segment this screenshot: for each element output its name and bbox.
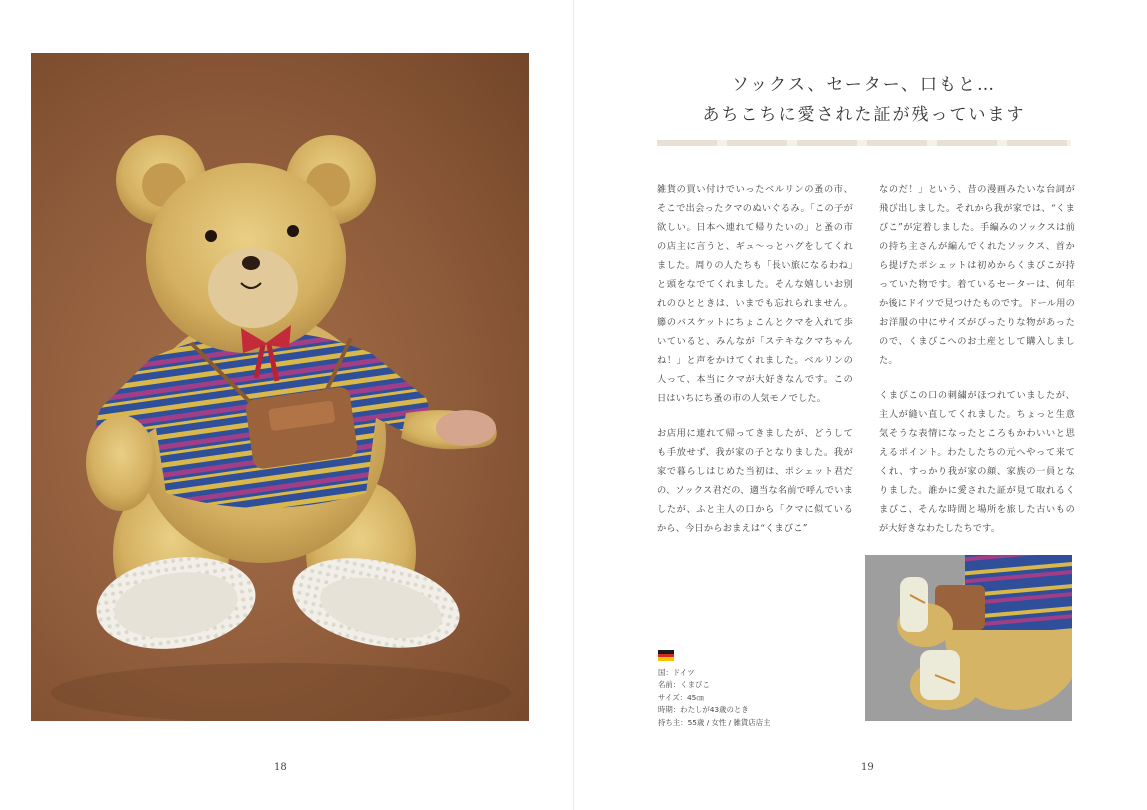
headline-line-2: あちこちに愛された証が残っています — [702, 105, 1026, 125]
page-gutter — [573, 0, 574, 810]
teddy-bear-photo — [31, 53, 529, 721]
teddy-bear-illustration — [31, 53, 529, 721]
profile-period: 時期：わたしが43歳のとき — [658, 705, 749, 715]
profile-country: 国：ドイツ — [658, 668, 695, 677]
body-paragraph: くまびこの口の刺繍がほつれていましたが、主人が縫い直してくれました。ちょっと生意気そうな表情になったところもかわいいと思えるポイント。わたしたちの元へやって来てくれ、すっかり我が家の顔、家族の一員となりました。誰かに愛された証が見て取れるくまびこ、そんな時間と場所を旅した古いものが大好きなわたしたちです。 — [879, 390, 1075, 534]
profile-owner: 持ち主：55歳 / 女性 / 雑貨店店主 — [658, 717, 771, 727]
page-number-right: 19 — [861, 762, 874, 773]
profile-size: サイズ：45㎝ — [658, 692, 704, 702]
article-headline — [657, 70, 1071, 130]
body-paragraph: お店用に連れて帰ってきましたが、どうしても手放せず、我が家の子となりました。我が家で暮らしはじめた当初は、ポシェット君だの、ソックス君だの、適当な名前で呼んでいましたが、ふと主人の口から「クマに似ているから、今日からおまえは“くまびこ” — [657, 428, 853, 534]
body-column-1 — [657, 180, 853, 554]
germany-flag-icon — [658, 650, 674, 661]
bear-shoes-photo — [865, 555, 1072, 721]
page-number-left: 18 — [274, 762, 287, 773]
headline-divider — [657, 140, 1071, 146]
body-paragraph: 雑貨の買い付けでいったベルリンの蚤の市、そこで出会ったクマのぬいぐるみ。「この子が欲しい。日本へ連れて帰りたいの」と蚤の市の店主に言うと、ギュ〜っとハグをしてくれました。周りの人たちも「長い旅になるわね」と頭をなでてくれました。そんな嬉しいお別れのひとときは、いまでも忘れられません。籐のバスケットにちょこんとクマを入れて歩いていると、みんなが「ステキなクマちゃんね！」と声をかけてくれました。ベルリンの人って、本当にクマが大好きなんです。この日はいちにち蚤の市の人気モノでした。 — [657, 184, 853, 404]
body-column-2 — [879, 180, 1075, 554]
profile-name: 名前：くまびこ — [658, 680, 710, 690]
headline-line-1: ソックス、セーター、口もと… — [731, 75, 997, 95]
bear-detail-illustration — [865, 555, 1072, 721]
profile-info — [658, 667, 770, 729]
body-paragraph: なのだ！」という、昔の漫画みたいな台詞が飛び出しました。それから我が家では、“くまびこ”が定着しました。手編みのソックスは前の持ち主さんが編んでくれたソックス、首から提げたポシェットは初めからくまびこが持っていた物です。着ているセーターは、何年か後にドイツで見つけたものです。ドール用のお洋服の中にサイズがぴったりな物があったので、くまびこへのお土産として購入しました。 — [879, 184, 1075, 366]
